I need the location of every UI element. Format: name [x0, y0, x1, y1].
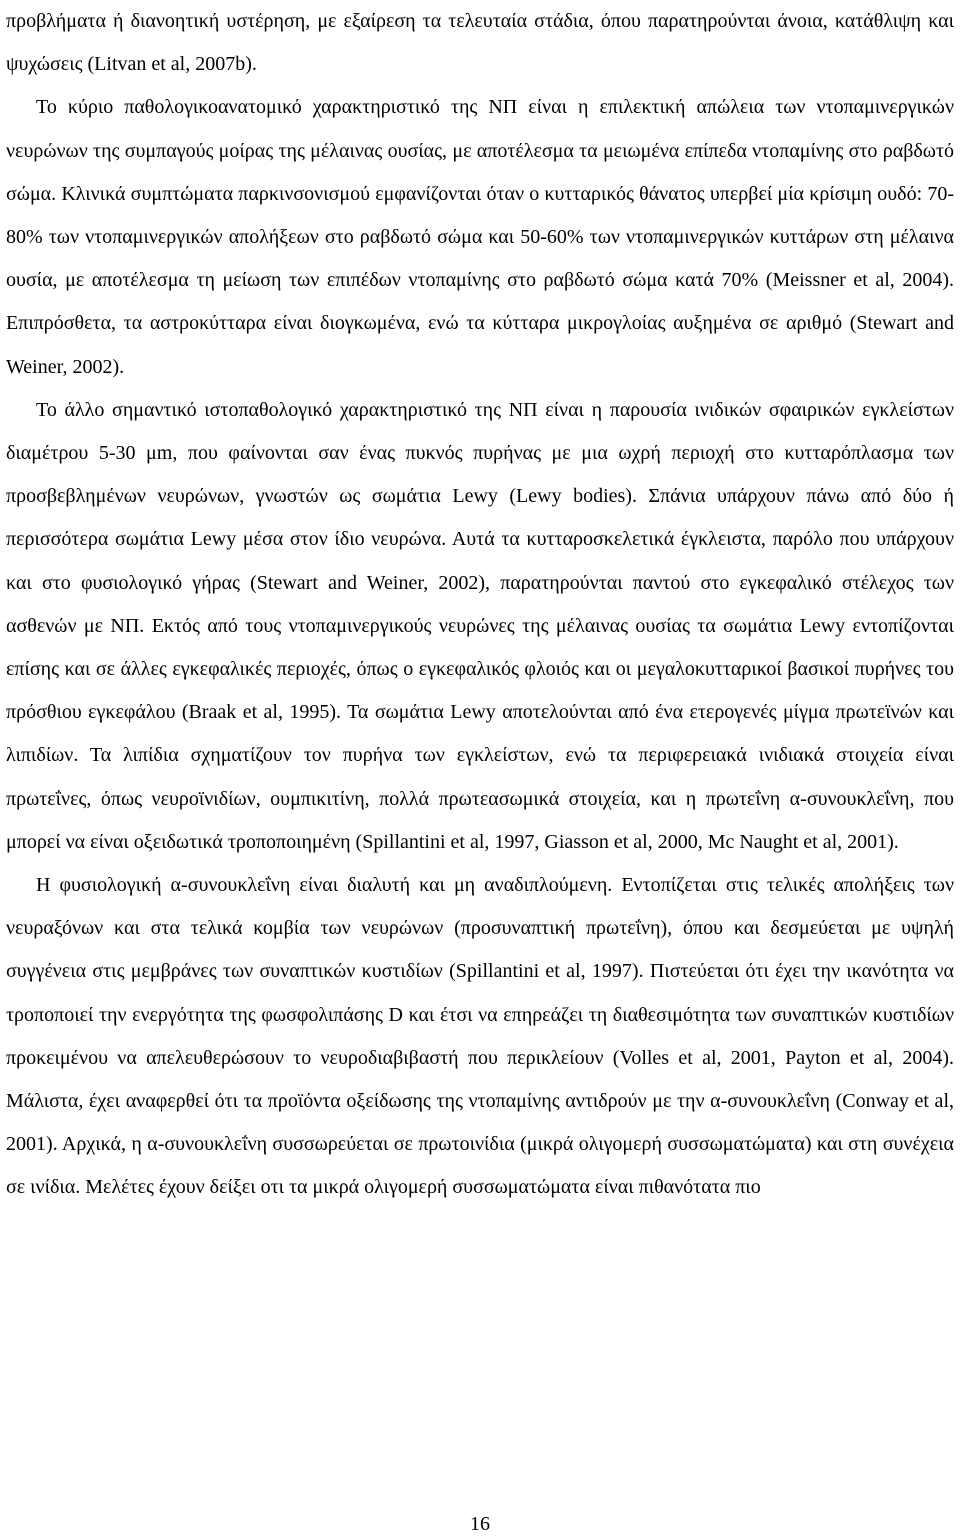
paragraph-alpha-synuclein: Η φυσιολογική α-συνουκλεΐνη είναι διαλυτή και μη αναδιπλούμενη. Εντοπίζεται στις τελικές απολήξεις των νευραξόνων και στα τελικά κομβία των νευρώνων (προσυναπτική πρωτεΐνη), όπου και δεσμεύεται με υψηλή συγγένεια στις μεμβράνες των συναπτικών κυστιδίων (Spillantini et al, 1997). Πιστεύεται ότι έχει την ικανότητα να τροποποιεί την ενεργότητα της φωσφολιπάσης D και έτσι να επηρεάζει τη διαθεσιμότητα των συναπτικών κυστιδίων προκειμένου να απελευθερώσουν το νευροδιαβιβαστή που περικλείουν (Volles et al, 2001, Payton et al, 2004). Μάλιστα, έχει αναφερθεί ότι τα προϊόντα οξείδωσης της ντοπαμίνης αντιδρούν με την α-συνουκλεΐνη (Conway et al, 2001). Αρχικά, η α-συνουκλεΐνη συσσωρεύεται σε πρωτοινίδια (μικρά ολιγομερή συσσωματώματα) και στη συνέχεια σε ινίδια. Μελέτες έχουν δείξει οτι τα μικρά ολιγομερή συσσωματώματα είναι πιθανότατα πιο — [6, 874, 954, 1199]
document-body — [6, 0, 954, 1210]
paragraph-continuation: προβλήματα ή διανοητική υστέρηση, με εξαίρεση τα τελευταία στάδια, όπου παρατηρούνται άνοια, κατάθλιψη και ψυχώσεις (Litvan et al, 2007b). — [6, 10, 954, 76]
paragraph-lewy-bodies: Το άλλο σημαντικό ιστοπαθολογικό χαρακτηριστικό της ΝΠ είναι η παρουσία ινιδικών σφαιρικών εγκλείστων διαμέτρου 5-30 μm, που φαίνονται σαν ένας πυκνός πυρήνας με μια ωχρή περιοχή στο κυτταρόπλασμα των προσβεβλημένων νευρώνων, γνωστών ως σωμάτια Lewy (Lewy bodies). Σπάνια υπάρχουν πάνω από δύο ή περισσότερα σωμάτια Lewy μέσα στον ίδιο νευρώνα. Αυτά τα κυτταροσκελετικά έγκλειστα, παρόλο που υπάρχουν και στο φυσιολογικό γήρας (Stewart and Weiner, 2002), παρατηρούνται παντού στο εγκεφαλικό στέλεχος των ασθενών με ΝΠ. Εκτός από τους ντοπαμινεργικούς νευρώνες της μέλαινας ουσίας τα σωμάτια Lewy εντοπίζονται επίσης και σε άλλες εγκεφαλικές περιοχές, όπως ο εγκεφαλικός φλοιός και οι μεγαλοκυτταρικοί βασικοί πυρήνες του πρόσθιου εγκεφάλου (Braak et al, 1995). Τα σωμάτια Lewy αποτελούνται από ένα ετερογενές μίγμα πρωτεϊνών και λιπιδίων. Τα λιπίδια σχηματίζουν τον πυρήνα των εγκλείστων, ενώ τα περιφερειακά ινιδιακά στοιχεία είναι πρωτεΐνες, όπως νευροϊνιδίων, ουμπικιτίνη, πολλά πρωτεασωμικά στοιχεία, και η πρωτεΐνη α-συνουκλεΐνη, που μπορεί να είναι οξειδωτικά τροποποιημένη (Spillantini et al, 1997, Giasson et al, 2000, Mc Naught et al, 2001). — [6, 398, 954, 853]
page-number: 16 — [470, 1513, 490, 1535]
paragraph-pathology: Το κύριο παθολογικοανατομικό χαρακτηριστικό της ΝΠ είναι η επιλεκτική απώλεια των ντοπαμινεργικών νευρώνων της συμπαγούς μοίρας της μέλαινας ουσίας, με αποτέλεσμα τα μειωμένα επίπεδα ντοπαμίνης στο ραβδωτό σώμα. Κλινικά συμπτώματα παρκινσονισμού εμφανίζονται όταν ο κυτταρικός θάνατος υπερβεί μία κρίσιμη ουδό: 70-80% των ντοπαμινεργικών απολήξεων στο ραβδωτό σώμα και 50-60% των ντοπαμινεργικών κυττάρων στη μέλαινα ουσία, με αποτέλεσμα τη μείωση των επιπέδων ντοπαμίνης στο ραβδωτό σώμα κατά 70% (Meissner et al, 2004). Επιπρόσθετα, τα αστροκύτταρα είναι διογκωμένα, ενώ τα κύτταρα μικρογλοίας αυξημένα σε αριθμό (Stewart and Weiner, 2002). — [6, 96, 954, 378]
